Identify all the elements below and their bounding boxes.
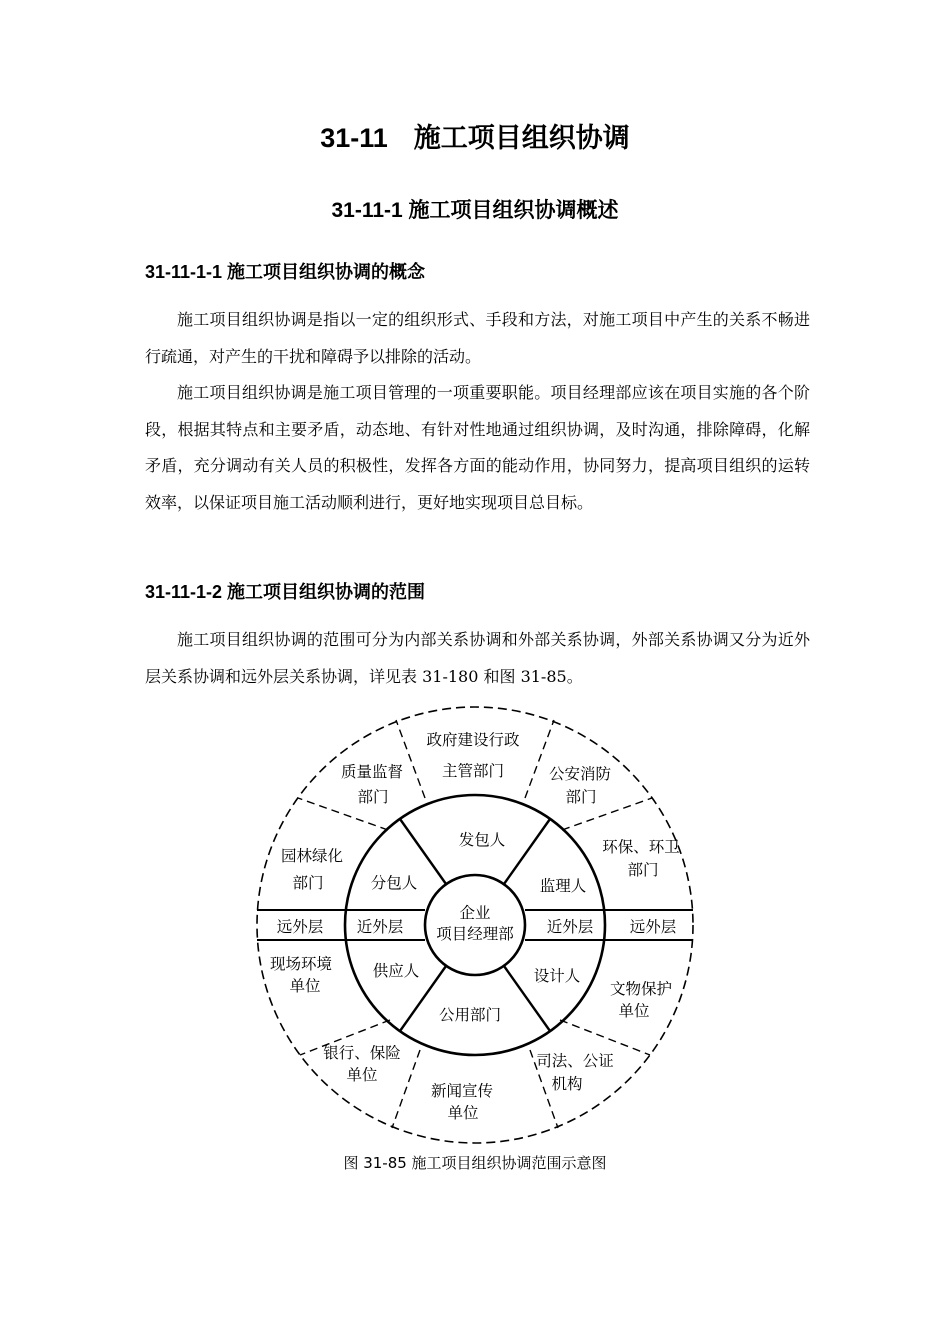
outer-label-bottom-line2: 单位 — [447, 1104, 479, 1122]
subsection-title-2: 31-11-1-2 施工项目组织协调的范围 — [145, 582, 426, 602]
paragraph-concept-2: 施工项目组织协调是施工项目管理的一项重要职能。项目经理部应该在项目实施的各个阶段，根据其特点和主要矛盾，动态地、有针对性地通过组织协调，及时沟通，排除障碍，化解矛盾，充分调动有关人员的积极性，发挥各方面的能动作用，协同努力，提高项目组织的运转效率，以保证项目施工活动顺利进行，更好地实现项目总目标。 — [145, 383, 810, 512]
outer-label-right-upper-line2: 部门 — [627, 861, 659, 879]
outer-label-top-line1: 政府建设行政 — [426, 731, 520, 749]
inner-label-right-band: 近外层 — [546, 918, 594, 936]
outer-label-left-band: 远外层 — [276, 918, 324, 936]
paragraph-scope: 施工项目组织协调的范围可分为内部关系协调和外部关系协调，外部关系协调又分为近外层关系协调和远外层关系协调，详见表 31-180 和图 31-85。 — [145, 630, 810, 686]
chapter-number: 31-11 — [320, 123, 388, 153]
outer-label-right-lower-line2: 单位 — [618, 1002, 650, 1020]
outer-label-top-right-line1: 公安消防 — [548, 765, 612, 783]
paragraph-concept-1: 施工项目组织协调是指以一定的组织形式、手段和方法，对施工项目中产生的关系不畅进行疏通，对产生的干扰和障碍予以排除的活动。 — [145, 310, 810, 366]
outer-label-left-lower-line2: 单位 — [289, 977, 321, 995]
outer-label-right-lower-line1: 文物保护 — [609, 980, 673, 998]
outer-label-bottom-right-line2: 机构 — [551, 1075, 583, 1093]
coordination-scope-diagram — [230, 700, 710, 1150]
outer-label-bottom-left-line2: 单位 — [346, 1066, 378, 1084]
outer-label-top-left-line1: 质量监督 — [340, 763, 404, 781]
chapter-title-text: 施工项目组织协调 — [413, 123, 630, 153]
outer-label-left-lower-line1: 现场环境 — [269, 955, 333, 973]
section-title: 31-11-1 施工项目组织协调概述 — [331, 199, 619, 222]
center-label-line1: 企业 — [459, 904, 491, 922]
outer-label-top-right-line2: 部门 — [565, 788, 597, 806]
inner-label-left-band: 近外层 — [356, 918, 404, 936]
outer-label-top-line2: 主管部门 — [441, 762, 505, 780]
outer-label-bottom-line1: 新闻宣传 — [430, 1082, 494, 1100]
outer-label-right-band: 远外层 — [629, 918, 677, 936]
outer-label-top-left-line2: 部门 — [357, 788, 389, 806]
inner-label-upper-left: 分包人 — [370, 874, 418, 892]
inner-label-upper-right: 监理人 — [539, 877, 587, 895]
chapter-title — [0, 116, 950, 155]
outer-label-left-upper-line1: 园林绿化 — [280, 847, 344, 865]
subsection-title-1: 31-11-1-1 施工项目组织协调的概念 — [145, 262, 426, 282]
inner-spoke-upper-right — [504, 819, 550, 884]
figure-caption: 图 31-85 施工项目组织协调范围示意图 — [343, 1154, 607, 1172]
outer-label-bottom-right-line1: 司法、公证 — [536, 1052, 614, 1070]
inner-label-lower-left: 供应人 — [372, 962, 420, 980]
outer-label-right-upper-line1: 环保、环卫 — [602, 838, 680, 856]
inner-label-top: 发包人 — [458, 831, 506, 849]
outer-label-left-upper-line2: 部门 — [292, 874, 324, 892]
outer-label-bottom-left-line1: 银行、保险 — [323, 1044, 401, 1062]
inner-label-lower-right: 设计人 — [533, 967, 581, 985]
center-label-line2: 项目经理部 — [436, 925, 514, 943]
inner-label-bottom: 公用部门 — [438, 1006, 502, 1024]
